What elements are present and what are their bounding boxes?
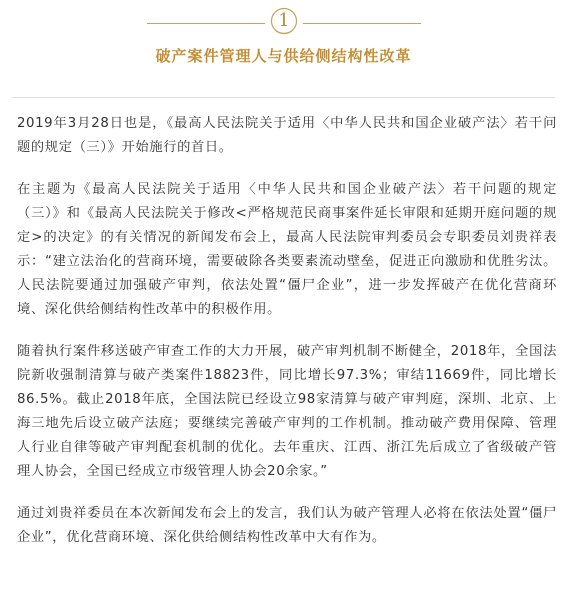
header-divider-left xyxy=(147,23,265,24)
paragraph-3: 随着执行案件移送破产审查工作的大力开展，破产审判机制不断健全，2018年，全国法院新收强制清算与破产类案件18823件，同比增长97.3%；审结11669件，同比增长86.5%。截止2018年底，全国法院已经设立98家清算与破产审判庭，深圳、北京、上海三地先后设立破产法庭；要继续完善破产审判的工作机制。推动破产费用保障、管理人行业自律等破产审判配套机制的优化。去年重庆、江西、浙江先后成立了省级破产管理人协会，全国已经成立市级管理人协会20余家。” xyxy=(17,344,557,479)
header-divider-right xyxy=(303,23,421,24)
article-body xyxy=(17,112,557,568)
paragraph-2: 在主题为《最高人民法院关于适用〈中华人民共和国企业破产法〉若干问题的规定（三）》和《最高人民法院关于修改<严格规范民商事案件延长审限和延期开庭问题的规定>的决定》的有关情况的新闻发布会上，最高人民法院审判委员会专职委员刘贵祥表示：“建立法治化的营商环境，需要破除各类要素流动壁垒，促进正向激励和优胜劣汰。人民法院要通过加强破产审判，依法处置“僵尸企业”，进一步发挥破产在优化营商环境、深化供给侧结构性改革中的积极作用。 xyxy=(17,182,557,317)
badge-row xyxy=(0,6,567,40)
section-title: 破产案件管理人与供给侧结构性改革 xyxy=(155,47,412,65)
section-number: 1 xyxy=(278,10,290,31)
paragraph-1: 2019年3月28日也是，《最高人民法院关于适用〈中华人民共和国企业破产法〉若干问题的规定（三）》开始施行的首日。 xyxy=(17,116,557,155)
paragraph-4: 通过刘贵祥委员在本次新闻发布会上的发言，我们认为破产管理人必将在依法处置“僵尸企业”，优化营商环境、深化供给侧结构性改革中大有作为。 xyxy=(17,506,557,545)
section-number-badge xyxy=(269,6,299,36)
section-header xyxy=(0,0,567,80)
title-rule xyxy=(12,97,555,98)
